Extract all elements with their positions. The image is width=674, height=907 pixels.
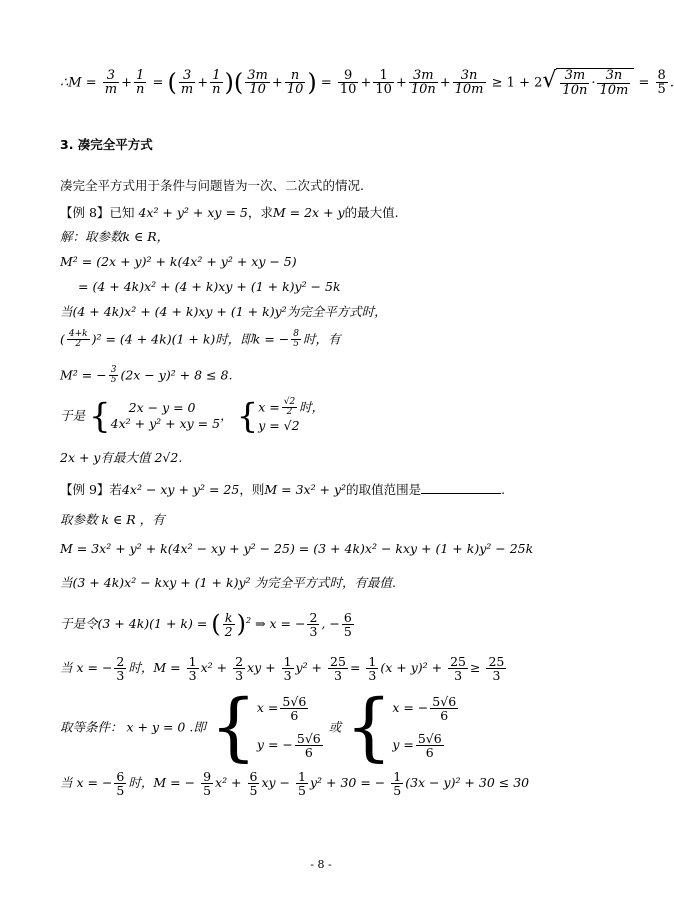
top-formula: ∴M = $\frac{3}{m}$ + $\frac{1}{n}$ = ( $\frac{3}{m}$ + $\frac{1}{n}$ )( $\frac{3m}{10}$ + $\frac{n}{10}$ ) = $\frac{9}{10}$ + $\frac{1}{10}$ + $\frac{3m}{10n}$ + $\frac{3n}{10m}$ ≥ 1 + 2√ $\frac{3m}{10n}$ · $\frac{3n}{10m}$ = $\frac{8}{5}$ . xyxy=(60,67,674,98)
solution-9-line-2: M = 3x² + y² + k(4x² − xy + y² − 25) = (3 + 4k)x² − kxy + (1 + k)y² − 25k xyxy=(60,541,534,556)
solution-9-line-6: 取等条件： x + y = 0 .即 { x = $\frac{5√6}{6}$ y = − $\frac{5√6}{6}$ 或 { x = − $\frac{5√6}{6}$ y = $\frac{5√6}{6}$ xyxy=(60,684,457,770)
solution-8-line-2: M² = (2x + y)² + k(4x² + y² + xy − 5) xyxy=(60,254,297,269)
section-heading: 3. 凑完全平方式 xyxy=(60,137,153,152)
solution-8-line-1: 解：取参数k ∈ R， xyxy=(60,229,170,244)
example-8-statement: 【例 8】已知 4x² + y² + xy = 5，求M = 2x + y的最大值. xyxy=(60,205,399,220)
solution-8-line-7: 于是 { 2x − y = 0 4x² + y² + xy = 5 ， { x = $\frac{√2}{2}$ 时， y = √2 xyxy=(60,396,325,437)
solution-9-line-3: 当(3 + 4k)x² − kxy + (1 + k)y² 为完全平方式时，有最值. xyxy=(60,575,396,590)
answer-blank xyxy=(421,481,501,494)
solution-9-line-4: 于是令(3 + 4k)(1 + k) = ( $\frac{k}{2}$ )$^2$ ⇒ x = − $\frac{2}{3}$ , − $\frac{6}{5}$ xyxy=(60,609,352,639)
page-number: - 8 - xyxy=(310,858,332,871)
solution-9-line-7: 当 x = − $\frac{6}{5}$ 时，M = − $\frac{9}{5}$ x² + $\frac{6}{5}$ xy − $\frac{1}{5}$ y² + 30 = − $\frac{1}{5}$ (3x − y)² + 30 ≤ 30 xyxy=(60,769,530,799)
solution-9-line-5: 当 x = − $\frac{2}{3}$ 时，M = $\frac{1}{3}$ x² + $\frac{2}{3}$ xy + $\frac{1}{3}$ y² + $\frac{25}{3}$ = $\frac{1}{3}$ (x + y)² + $\frac{25}{3}$ ≥ $\frac{25}{3}$ xyxy=(60,654,505,684)
solution-8-line-5: ( $\frac{4+k}{2}$ )² = (4 + 4k)(1 + k)时，即k = − $\frac{8}{5}$ 时，有 xyxy=(60,329,341,350)
solution-8-line-3: = (4 + 4k)x² + (4 + k)xy + (1 + k)y² − 5k xyxy=(78,279,341,294)
section-intro: 凑完全平方式用于条件与问题皆为一次、二次式的情况. xyxy=(60,178,364,193)
example-9-statement: 【例 9】若4x² − xy + y² = 25，则M = 3x² + y²的取值范围是 . xyxy=(60,482,506,497)
solution-9-line-1: 取参数 k ∈ R ，有 xyxy=(60,512,165,527)
solution-8-line-8: 2x + y有最大值 2√2. xyxy=(60,450,183,465)
solution-8-line-4: 当(4 + 4k)x² + (4 + k)xy + (1 + k)y²为完全平方式时， xyxy=(60,304,387,319)
solution-8-line-6: M² = − $\frac{3}{5}$ (2x − y)² + 8 ≤ 8. xyxy=(60,365,233,386)
